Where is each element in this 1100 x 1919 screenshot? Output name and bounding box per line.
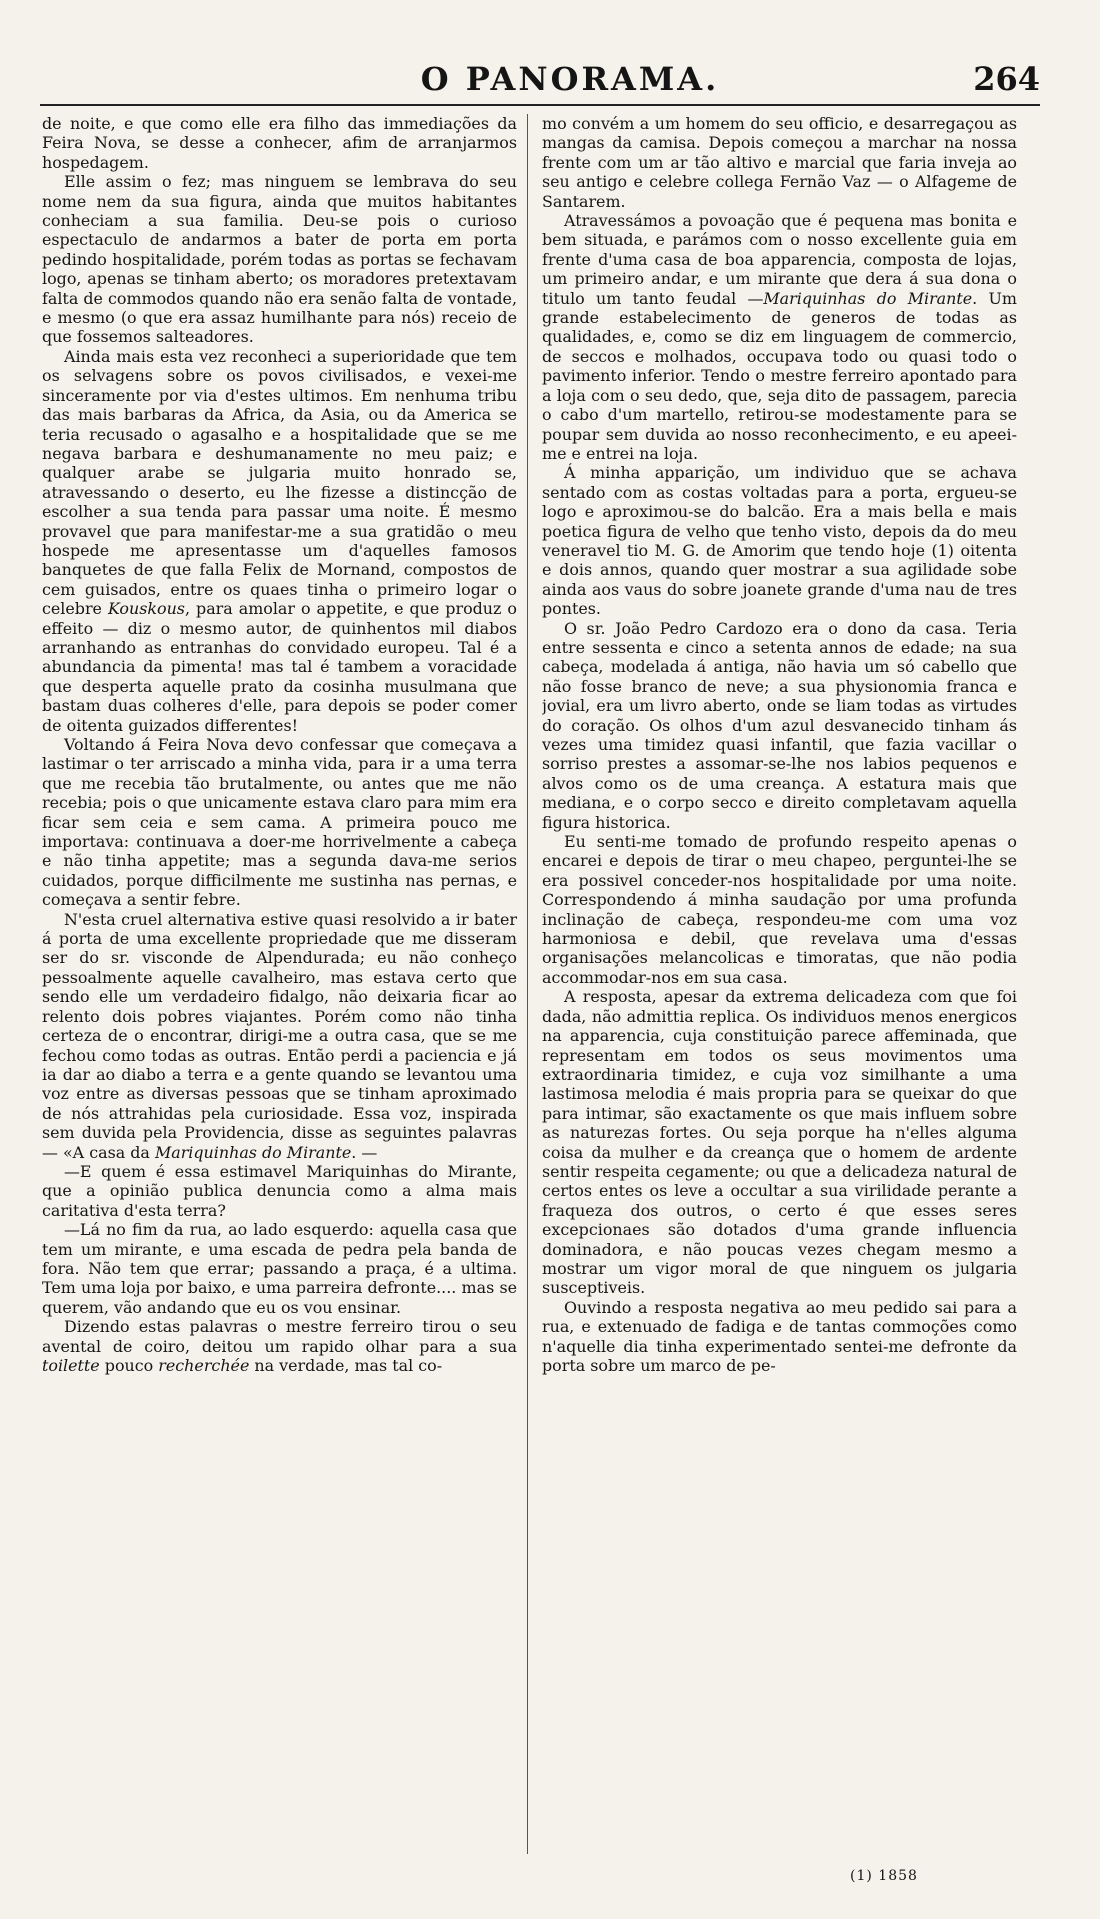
paragraph: Atravessámos a povoação que é pequena mas bonita e bem situada, e parámos com o nosso excellente guia em frente d'uma casa de boa apparencia, composta de lojas, um primeiro andar, e um mirante que dera á sua dona o titulo um tanto feudal —Mariquinhas do Mirante. Um grande estabelecimento de generos de todas as qualidades, e, como se diz em linguagem de commercio, de seccos e molhados, occupava todo ou quasi todo o pavimento inferior. Tendo o mestre ferreiro apontado para a loja com o seu dedo, que, seja dito de passagem, parecia o cabo d'um martello, retirou-se modestamente para se poupar sem duvida ao nosso reconhecimento, e eu apeei-me e entrei na loja. [542,211,1017,463]
left-column [42,114,517,1854]
running-title: O PANORAMA. [420,60,720,98]
paragraph: Á minha apparição, um individuo que se achava sentado com as costas voltadas para a porta, ergueu-se logo e aproximou-se do balcão. Era a mais bella e mais poetica figura de velho que tenho visto, depois da do meu veneravel tio M. G. de Amorim que tendo hoje (1) oitenta e dois annos, quando quer mostrar a sua agilidade sobe ainda aos vaus do sobre joanete grande d'uma nau de tres pontes. [542,463,1017,619]
paragraph: —Lá no fim da rua, ao lado esquerdo: aquella casa que tem um mirante, e uma escada de pedra pela banda de fora. Não tem que errar; passando a praça, é a ultima. Tem uma loja por baixo, e uma parreira defronte.... mas se querem, vão andando que eu os vou ensinar. [42,1220,517,1317]
paragraph: Eu senti-me tomado de profundo respeito apenas o encarei e depois de tirar o meu chapeo, perguntei-lhe se era possivel conceder-nos hospitalidade por uma noite. Correspondendo á minha saudação por uma profunda inclinação de cabeça, respondeu-me com uma voz harmoniosa e debil, que revelava uma d'essas organisações melancolicas e timoratas, que não podia accommodar-nos em sua casa. [542,832,1017,987]
paragraph: Dizendo estas palavras o mestre ferreiro tirou o seu avental de coiro, deitou um rapido olhar para a sua toilette pouco recherchée na verdade, mas tal co- [42,1317,517,1375]
paragraph: O sr. João Pedro Cardozo era o dono da casa. Teria entre sessenta e cinco a setenta annos de edade; na sua cabeça, modelada á antiga, não havia um só cabello que não fosse branco de neve; a sua physionomia franca e jovial, era um livro aberto, onde se liam todas as virtudes do coração. Os olhos d'um azul desvanecido tinham ás vezes uma timidez quasi infantil, que fazia vacillar o sorriso prestes a assomar-se-lhe nos labios pequenos e alvos como os de uma creança. A estatura mais que mediana, e o corpo secco e direito completavam aquella figura historica. [542,618,1017,832]
italic-term: Kouskous [107,599,185,619]
paragraph: Elle assim o fez; mas ninguem se lembrava do seu nome nem da sua figura, ainda que muitos habitantes conheciam a sua familia. Deu-se pois o curioso espectaculo de andarmos a bater de porta em porta pedindo hospitalidade, porém todas as portas se fechavam logo, apenas se tinham aberto; os moradores pretextavam falta de commodos quando não era senão falta de vontade, e mesmo (o que era assaz humilhante para nós) receio de que fossemos salteadores. [42,172,517,347]
paragraph: —E quem é essa estimavel Mariquinhas do Mirante, que a opinião publica denuncia como a alma mais caritativa d'esta terra? [42,1161,517,1220]
page-number: 264 [973,60,1040,98]
italic-term: Mariquinhas do Mirante [763,288,973,308]
italic-term: Mariquinhas do Mirante [154,1142,352,1162]
paragraph: N'esta cruel alternativa estive quasi resolvido a ir bater á porta de uma excellente propriedade que me disseram ser do sr. visconde de Alpendurada; eu não conheço pessoalmente aquelle cavalheiro, mas estava certo que sendo elle um verdadeiro fidalgo, não deixaria ficar ao relento dois pobres viajantes. Porém como não tinha certeza de o encontrar, dirigi-me a outra casa, que se me fechou como todas as outras. Então perdi a paciencia e já ia dar ao diabo a terra e a gente quando se levantou uma voz entre as diversas pessoas que se tinham aproximado de nós attrahidas pela curiosidade. Essa voz, inspirada sem duvida pela Providencia, disse as seguintes palavras — «A casa da Mariquinhas do Mirante. — [42,909,517,1162]
paragraph: mo convém a um homem do seu officio, e desarregaçou as mangas da camisa. Depois começou a marchar na nossa frente com um ar tão altivo e marcial que faria inveja ao seu antigo e celebre collega Fernão Vaz — o Alfageme de Santarem. [542,114,1017,211]
page-header [40,60,1040,110]
footnote: (1) 1858 [850,1868,918,1884]
paragraph: A resposta, apesar da extrema delicadeza com que foi dada, não admittia replica. Os individuos menos energicos na apparencia, cuja constituição parece affeminada, que representam em todos os seus movimentos uma extraordinaria timidez, e cuja voz similhante a uma lastimosa melodia é mais propria para se queixar do que para intimar, são exactamente os que mais influem sobre as naturezas fortes. Ou seja porque ha n'elles alguma coisa da mulher e da creança que o homem de ardente sentir respeita cegamente; ou que a delicadeza natural de certos entes os leve a occultar a sua virilidade perante a fraqueza dos outros, o certo é que esses seres excepcionaes são dotados d'uma grande influencia dominadora, e não poucas vezes chegam mesmo a mostrar um vigor moral de que ninguem os julgaria susceptiveis. [542,987,1017,1298]
italic-term: toilette [42,1356,100,1375]
paragraph: Voltando á Feira Nova devo confessar que começava a lastimar o ter arriscado a minha vida, para ir a uma terra que me recebia tão brutalmente, ou antes que me não recebia; pois o que unicamente estava claro para mim era ficar sem ceia e sem cama. A primeira pouco me importava: continuava a doer-me horrivelmente a cabeça e não tinha appetite; mas a segunda dava-me serios cuidados, porque difficilmente me sustinha nas pernas, e começava a sentir febre. [42,735,517,910]
italic-term: recherchée [158,1356,250,1375]
paragraph: de noite, e que como elle era filho das immediações da Feira Nova, se desse a conhecer, afim de arranjarmos hospedagem. [42,114,517,172]
right-column [542,114,1017,1854]
header-rule [40,104,1040,106]
paragraph: Ainda mais esta vez reconheci a superioridade que tem os selvagens sobre os povos civilisados, e vexei-me sinceramente por via d'estes ultimos. Em nenhuma tribu das mais barbaras da Africa, da Asia, ou da America se teria recusado o agasalho e a hospitalidade que se me negava barbara e deshumanamente no meu paiz; e qualquer arabe se julgaria muito honrado se, atravessando o deserto, eu lhe fizesse a distincção de escolher a sua tenda para passar uma noite. É mesmo provavel que para manifestar-me a sua gratidão o meu hospede me apresentasse um d'aquelles famosos banquetes de que falla Felix de Mornand, compostos de cem guisados, entre os quaes tinha o primeiro logar o celebre Kouskous, para amolar o appetite, e que produz o effeito — diz o mesmo autor, de quinhentos mil diabos arranhando as entranhas do convidado europeu. Tal é a abundancia da pimenta! mas tal é tambem a voracidade que desperta aquelle prato da cosinha musulmana que bastam duas colheres d'elle, para depois se poder comer de oitenta guizados differentes! [42,346,517,735]
paragraph: Ouvindo a resposta negativa ao meu pedido sai para a rua, e extenuado de fadiga e de tantas commoções como n'aquelle dia tinha experimentado sentei-me defronte da porta sobre um marco de pe- [542,1297,1017,1375]
column-divider [527,114,528,1854]
